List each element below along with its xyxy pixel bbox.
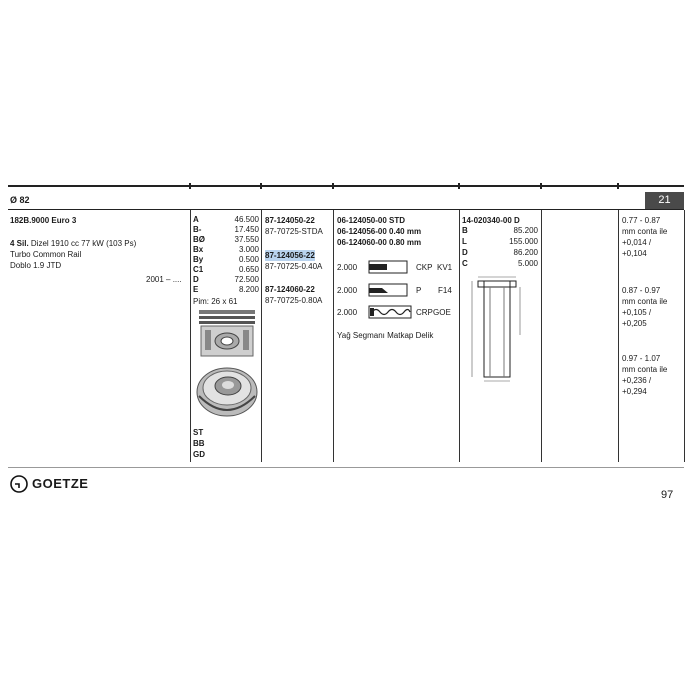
column-divider bbox=[618, 210, 619, 462]
dimension-row bbox=[193, 225, 259, 235]
ring-width-3: 2.000 bbox=[337, 308, 358, 317]
piston-alt-080: 87-70725-0.80A bbox=[265, 296, 323, 305]
dimension-key: BØ bbox=[193, 235, 205, 244]
dimension-key: D bbox=[193, 275, 199, 284]
compression-ring-icon bbox=[368, 259, 408, 275]
engine-code: 182B.9000 Euro 3 bbox=[10, 216, 77, 225]
oil-ring-icon bbox=[368, 304, 412, 320]
ring-set-040: 06-124056-00 0.40 mm bbox=[337, 227, 422, 236]
column-divider bbox=[684, 210, 685, 462]
ring-set-080: 06-124060-00 0.80 mm bbox=[337, 238, 422, 247]
column-divider bbox=[459, 210, 460, 462]
dimension-row bbox=[193, 255, 259, 265]
pin-size: Pim: 26 x 61 bbox=[193, 297, 238, 306]
gasket-note-3: 0.97 - 1.07 mm conta ile +0,236 / +0,294 bbox=[622, 354, 668, 396]
header-tick bbox=[260, 183, 262, 189]
liner-part: 14-020340-00 D bbox=[462, 216, 520, 225]
ring-width-1: 2.000 bbox=[337, 263, 358, 272]
dimension-value: 17.450 bbox=[234, 225, 259, 234]
dimension-key: By bbox=[193, 255, 204, 264]
dimension-row bbox=[193, 235, 259, 245]
liner-dimension-value: 85.200 bbox=[513, 226, 538, 235]
liner-dimension-row bbox=[462, 237, 538, 247]
vehicle-model: Doblo 1.9 JTD bbox=[10, 261, 62, 270]
dimension-row bbox=[193, 265, 259, 275]
dimension-key: E bbox=[193, 285, 199, 294]
oil-ring-note: Yağ Segmanı Matkap Delik bbox=[337, 331, 434, 340]
page-badge: 21 bbox=[645, 192, 684, 209]
engine-spec: Dizel 1910 cc 77 kW (103 Ps) bbox=[30, 239, 137, 248]
dimension-row bbox=[193, 215, 259, 225]
header-tick bbox=[617, 183, 619, 189]
production-years: 2001 – .... bbox=[146, 275, 182, 284]
liner-dimension-row bbox=[462, 248, 538, 258]
header-tick bbox=[332, 183, 334, 189]
liner-dimension-key: L bbox=[462, 237, 467, 246]
ring-type-3: CRP bbox=[416, 308, 433, 317]
dimension-key: B- bbox=[193, 225, 202, 234]
page-number: 97 bbox=[661, 489, 674, 501]
gasket-note-1: 0.77 - 0.87 mm conta ile +0,014 / +0,104 bbox=[622, 216, 668, 258]
ring-code-2: F14 bbox=[438, 286, 452, 295]
column-divider bbox=[190, 210, 191, 462]
dimension-value: 46.500 bbox=[234, 215, 259, 224]
dimension-value: 8.200 bbox=[238, 285, 259, 294]
piston-alt-std: 87-70725-STDA bbox=[265, 227, 323, 236]
piston-part-std: 87-124050-22 bbox=[265, 216, 315, 225]
header-bottom-rule bbox=[8, 209, 684, 210]
dimension-value: 0.500 bbox=[238, 255, 259, 264]
engine-description bbox=[10, 238, 136, 249]
ring-type-2: P bbox=[416, 286, 422, 295]
gasket-note-2: 0.87 - 0.97 mm conta ile +0,105 / +0,205 bbox=[622, 286, 668, 328]
column-divider bbox=[333, 210, 334, 462]
dimension-row bbox=[193, 245, 259, 255]
liner-dimension-key: C bbox=[462, 259, 468, 268]
header-tick bbox=[189, 183, 191, 189]
size-bb: BB bbox=[193, 439, 205, 448]
column-divider bbox=[261, 210, 262, 462]
dimension-value: 37.550 bbox=[234, 235, 259, 244]
ring-set-std: 06-124050-00 STD bbox=[337, 216, 406, 225]
bore-diameter: Ø 82 bbox=[10, 195, 30, 205]
liner-dimension-key: D bbox=[462, 248, 468, 257]
liner-dimension-value: 155.000 bbox=[509, 237, 538, 246]
cylinder-liner-drawing bbox=[466, 275, 526, 385]
piston-part-080: 87-124060-22 bbox=[265, 285, 315, 294]
column-divider bbox=[541, 210, 542, 462]
cylinder-count: 4 Sil. bbox=[10, 239, 29, 248]
dimension-key: A bbox=[193, 215, 199, 224]
piston-side-drawing bbox=[195, 308, 259, 360]
ring-type-1: CKP bbox=[416, 263, 433, 272]
header-top-rule bbox=[8, 185, 684, 187]
liner-dimension-row bbox=[462, 226, 538, 236]
header-tick bbox=[458, 183, 460, 189]
header-tick bbox=[540, 183, 542, 189]
liner-dimension-value: 5.000 bbox=[517, 259, 538, 268]
dimension-value: 72.500 bbox=[234, 275, 259, 284]
size-st: ST bbox=[193, 428, 204, 437]
liner-dimension-value: 86.200 bbox=[513, 248, 538, 257]
brand-name: GOETZE bbox=[32, 476, 89, 491]
dimension-value: 0.650 bbox=[238, 265, 259, 274]
size-gd: GD bbox=[193, 450, 205, 459]
piston-alt-040: 87-70725-0.40A bbox=[265, 262, 323, 271]
ring-width-2: 2.000 bbox=[337, 286, 358, 295]
brand-rule-top bbox=[8, 467, 684, 468]
liner-dimension-row bbox=[462, 259, 538, 269]
liner-dimension-key: B bbox=[462, 226, 468, 235]
scraper-ring-icon bbox=[368, 282, 408, 298]
dimension-row bbox=[193, 275, 259, 285]
ring-code-1: KV1 bbox=[437, 263, 453, 272]
piston-part-040: 87-124056-22 bbox=[265, 251, 315, 260]
goetze-logo-icon bbox=[10, 475, 28, 493]
dimension-key: C1 bbox=[193, 265, 204, 274]
ring-code-3: GOE bbox=[433, 308, 451, 317]
dimension-value: 3.000 bbox=[238, 245, 259, 254]
piston-top-drawing bbox=[195, 362, 259, 422]
engine-type: Turbo Common Rail bbox=[10, 250, 82, 259]
dimension-key: Bx bbox=[193, 245, 204, 254]
dimension-row bbox=[193, 285, 259, 295]
